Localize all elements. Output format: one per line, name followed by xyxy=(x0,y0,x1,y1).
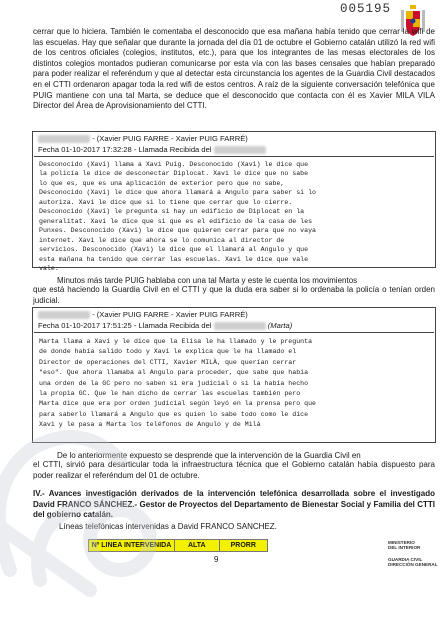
transcript-line: Xavi y le pasa a Marta los teléfonos de Angulo y de Milà xyxy=(39,421,261,429)
call-date: Fecha 01-10-2017 17:32:28 - Llamada Recibida del xyxy=(38,145,212,154)
transcript-line: de donde había salido todo y Xavi le explica que le ha llamado el xyxy=(39,348,297,356)
intervened-lines-table-header xyxy=(88,539,268,552)
paragraph-2-first-line: Minutos más tarde PUIG hablaba con una tal Marta y este le cuenta los movimientos xyxy=(57,276,358,285)
transcript-line: autoriza. Xavi le dice que si lo tiene que cerrar que lo cierre. xyxy=(39,198,293,206)
transcript-line: la policía le dice de desconectar Diplocat. Xavi le dice que no sabe xyxy=(39,170,309,178)
page-number: 9 xyxy=(214,555,219,564)
transcript-line: esta mañana ha tenido que cerrar las escuelas. Xavi le dice que vale xyxy=(39,255,309,263)
call-caller-name: (Marta) xyxy=(267,321,293,330)
transcript-line: Punxes. Desconocido (Xavi) le dice que quieren cerrar para que no vaya xyxy=(39,227,316,235)
transcript-line: Marta llama a Xavi y le dice que la Elisa le ha llamado y le pregunta xyxy=(39,338,313,345)
call-header-name: - (Xavier PUIG FARRE - Xavier PUIG FARRÉ) xyxy=(92,310,248,319)
paragraph-3-first-line: De lo anteriormente expuesto se desprende que la intervención de la Guardia Civil en xyxy=(57,451,361,460)
call-header-line1 xyxy=(38,310,248,320)
transcript-line: "eso". Que ahora llamaba al Angulo para proceder, que sabe que había xyxy=(39,369,309,377)
transcript-line: la propia GC. Que le han dicho de cerrar las escuelas también pero xyxy=(39,390,301,398)
call-transcript-2 xyxy=(39,337,429,431)
transcript-line: Director de operaciones del CTTI, Xavier MILÀ, que querían cerrar xyxy=(39,358,297,366)
divider xyxy=(34,156,434,157)
redacted-number xyxy=(214,322,266,330)
call-transcript-box-2 xyxy=(32,307,436,443)
redacted-number xyxy=(38,135,90,143)
footer-line: GUARDIA CIVIL xyxy=(388,556,423,562)
document-number: 005195 xyxy=(340,2,392,16)
paragraph-2-body: que está haciendo la Guardia Civil en el CTTI y que la duda era saber si lo ordenaba la policía o tenían orden judicial. xyxy=(33,285,435,305)
table-header-cell: PRORR xyxy=(230,542,256,549)
section-heading: IV.- Avances investigación derivados de la intervención telefónica desarrollada sobre el investigado David FRANCO SÁNCHEZ.- Gestor de Proyectos del Departamento de Bienestar Social y Familia del CTTI del gobierno catalán. xyxy=(33,489,435,520)
redacted-number xyxy=(214,146,266,154)
call-header-line1 xyxy=(38,134,248,144)
table-header-cell: Nº LINEA INTERVENIDA xyxy=(89,540,175,551)
intro-paragraph: cerrar que lo hiciera. También le comentaba el desconocido que esa mañana había tenido que cerrar la wifi de las escuelas. Hay que señalar que durante la jornada del día 01 de octubre el Gobierno catalán utilizó la red wifi de los centros oficiales (colegios, institutos, etc.), para que los integrantes de las mesas electorales de los distintos colegios montados pudieran comunicarse por esta vía con las bases censales que habían preparado para poder realizar el referéndum y que al detectar esta circunstancia los agentes de la Guardia Civil destacados en el CTTI ordenaron apagar toda la red wifi de estos centros. A raíz de la siguiente conversación telefónica que PUIG mantiene con una tal Marta, se deduce que el desconocido que contacta con él es Xavier MILA VILA Director del Área de Aprovisionamiento del CTTI. xyxy=(33,27,435,111)
redacted-number xyxy=(38,311,90,319)
transcript-line: generalitat. Xavi le dice que si que es el edificio de la casa de les xyxy=(39,217,313,225)
call-date: Fecha 01-10-2017 17:51:25 - Llamada Recibida del xyxy=(38,321,212,330)
call-transcript-1 xyxy=(39,160,429,273)
divider xyxy=(34,332,434,333)
transcript-line: Desconocido (Xavi) le dice que ahora llamará a Angulo para saber si lo xyxy=(39,189,316,197)
transcript-line: Marta dice que era por orden judicial según leyó en la prensa pero que xyxy=(39,400,316,408)
transcript-line: una orden de la GC pero no saben si era judicial o si la había hecho xyxy=(39,379,309,387)
call-header-line2 xyxy=(38,145,266,155)
transcript-line: Desconocido (Xavi) le pregunta si hay un edificio de Diplocat en la xyxy=(39,208,305,216)
footer-line: DIRECCIÓN GENERAL xyxy=(388,562,438,568)
footer-institution xyxy=(388,540,438,568)
footer-line: DEL INTERIOR xyxy=(388,545,421,551)
lines-intervened-text: Líneas telefónicas intervenidas a David FRANCO SANCHEZ. xyxy=(59,522,277,531)
table-header-cell: ALTA xyxy=(175,540,220,551)
transcript-line: internet. Xavi le dice que ahora se lo comunica al director de xyxy=(39,236,285,244)
transcript-line: Desconocido (Xavi) llama a Xavi Puig. Desconocido (Xavi) le dice que xyxy=(39,161,309,168)
footer-line: MINISTERIO xyxy=(388,540,415,545)
call-transcript-box-1 xyxy=(32,131,436,272)
transcript-line: lo que es, que es una aplicación de exterior pero que no sabe, xyxy=(39,179,285,187)
call-header-name: - (Xavier PUIG FARRE - Xavier PUIG FARRÉ) xyxy=(92,134,248,143)
paragraph-3-body: el CTTI, sirvió para desarticular toda la infraestructura técnica que el Gobierno catalán había dispuesto para poder realizar el referéndum del 01 de octubre. xyxy=(33,460,435,480)
call-header-line2 xyxy=(38,321,292,331)
transcript-line: servicios. Desconocido (Xavi) le dice que el llamará al Angulo y que xyxy=(39,246,309,254)
transcript-line: para saberlo llamará a Angulo que es quien lo sabe todo como le dice xyxy=(39,410,309,418)
transcript-line: vale. xyxy=(39,264,59,272)
